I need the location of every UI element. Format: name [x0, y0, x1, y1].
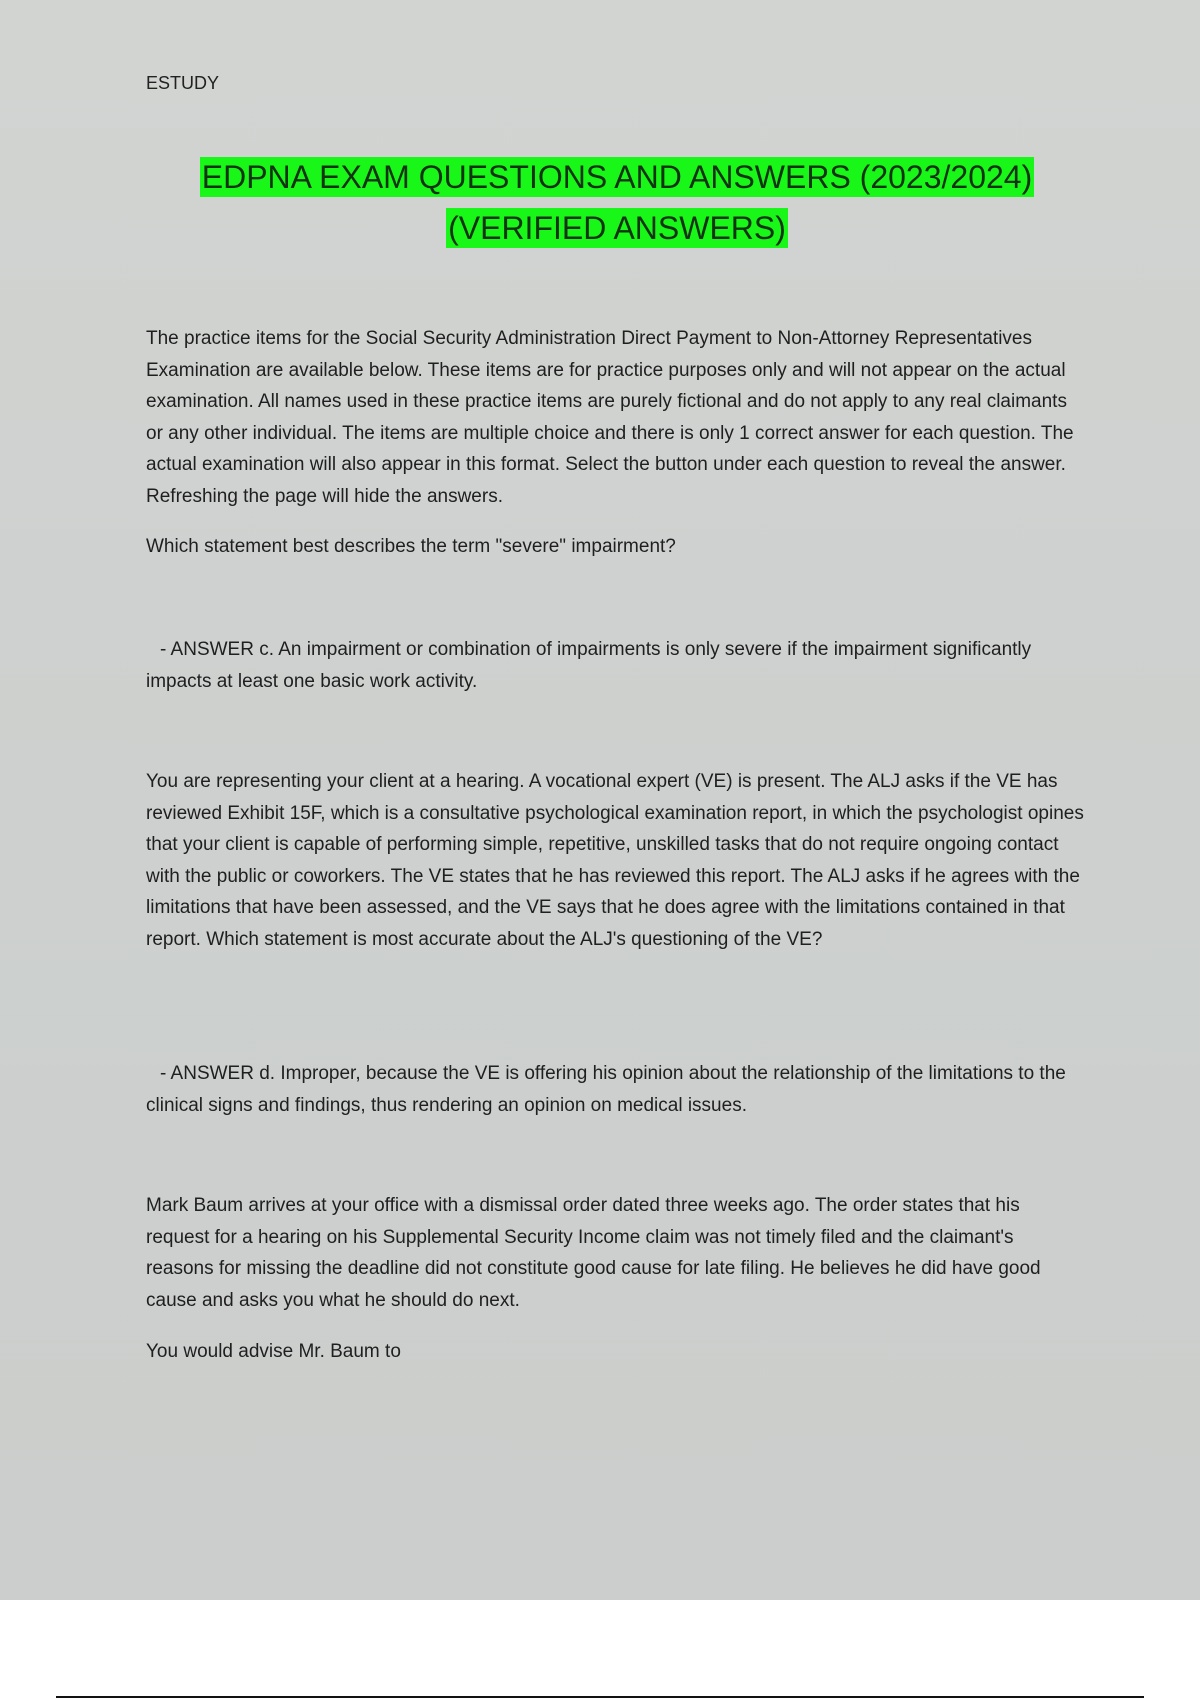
question-1: Which statement best describes the term "severe" impairment? [146, 536, 676, 557]
document-title [0, 152, 1200, 254]
intro-paragraph: The practice items for the Social Security Administration Direct Payment to Non-Attorney Representatives Examination are available below. These items are for practice purposes only and will not appear on the actual examination. All names used in these practice items are purely fictional and do not apply to any real claimants or any other individual. The items are multiple choice and there is only 1 correct answer for each question. The actual examination will also appear in this format. Select the button under each question to reveal the answer. Refreshing the page will hide the answers. [146, 328, 1074, 507]
header-label: ESTUDY [146, 73, 220, 93]
question-2: You are representing your client at a hearing. A vocational expert (VE) is present. The ALJ asks if the VE has reviewed Exhibit 15F, which is a consultative psychological examination report, in which the psychologist opines that your client is capable of performing simple, repetitive, unskilled tasks that do not require ongoing contact with the public or coworkers. The VE states that he has reviewed this report. The ALJ asks if he agrees with the limitations that have been assessed, and the VE says that he does agree with the limitations contained in that report. Which statement is most accurate about the ALJ's questioning of the VE? [146, 771, 1084, 950]
footer-divider [56, 1696, 1144, 1698]
title-line-1: EDPNA EXAM QUESTIONS AND ANSWERS (2023/2024) [201, 159, 1033, 195]
question-3: Mark Baum arrives at your office with a dismissal order dated three weeks ago. The order states that his request for a hearing on his Supplemental Security Income claim was not timely filed and the claimant's reasons for missing the deadline did not constitute good cause for late filing. He believes he did have good cause and asks you what he should do next. [146, 1195, 1041, 1311]
answer-1: - ANSWER c. An impairment or combination of impairments is only severe if the impairment significantly impacts at least one basic work activity. [146, 639, 1032, 692]
question-3-continued: You would advise Mr. Baum to [146, 1341, 401, 1362]
answer-2: - ANSWER d. Improper, because the VE is offering his opinion about the relationship of the limitations to the clinical signs and findings, thus rendering an opinion on medical issues. [146, 1063, 1066, 1116]
title-line-2: (VERIFIED ANSWERS) [448, 210, 786, 246]
